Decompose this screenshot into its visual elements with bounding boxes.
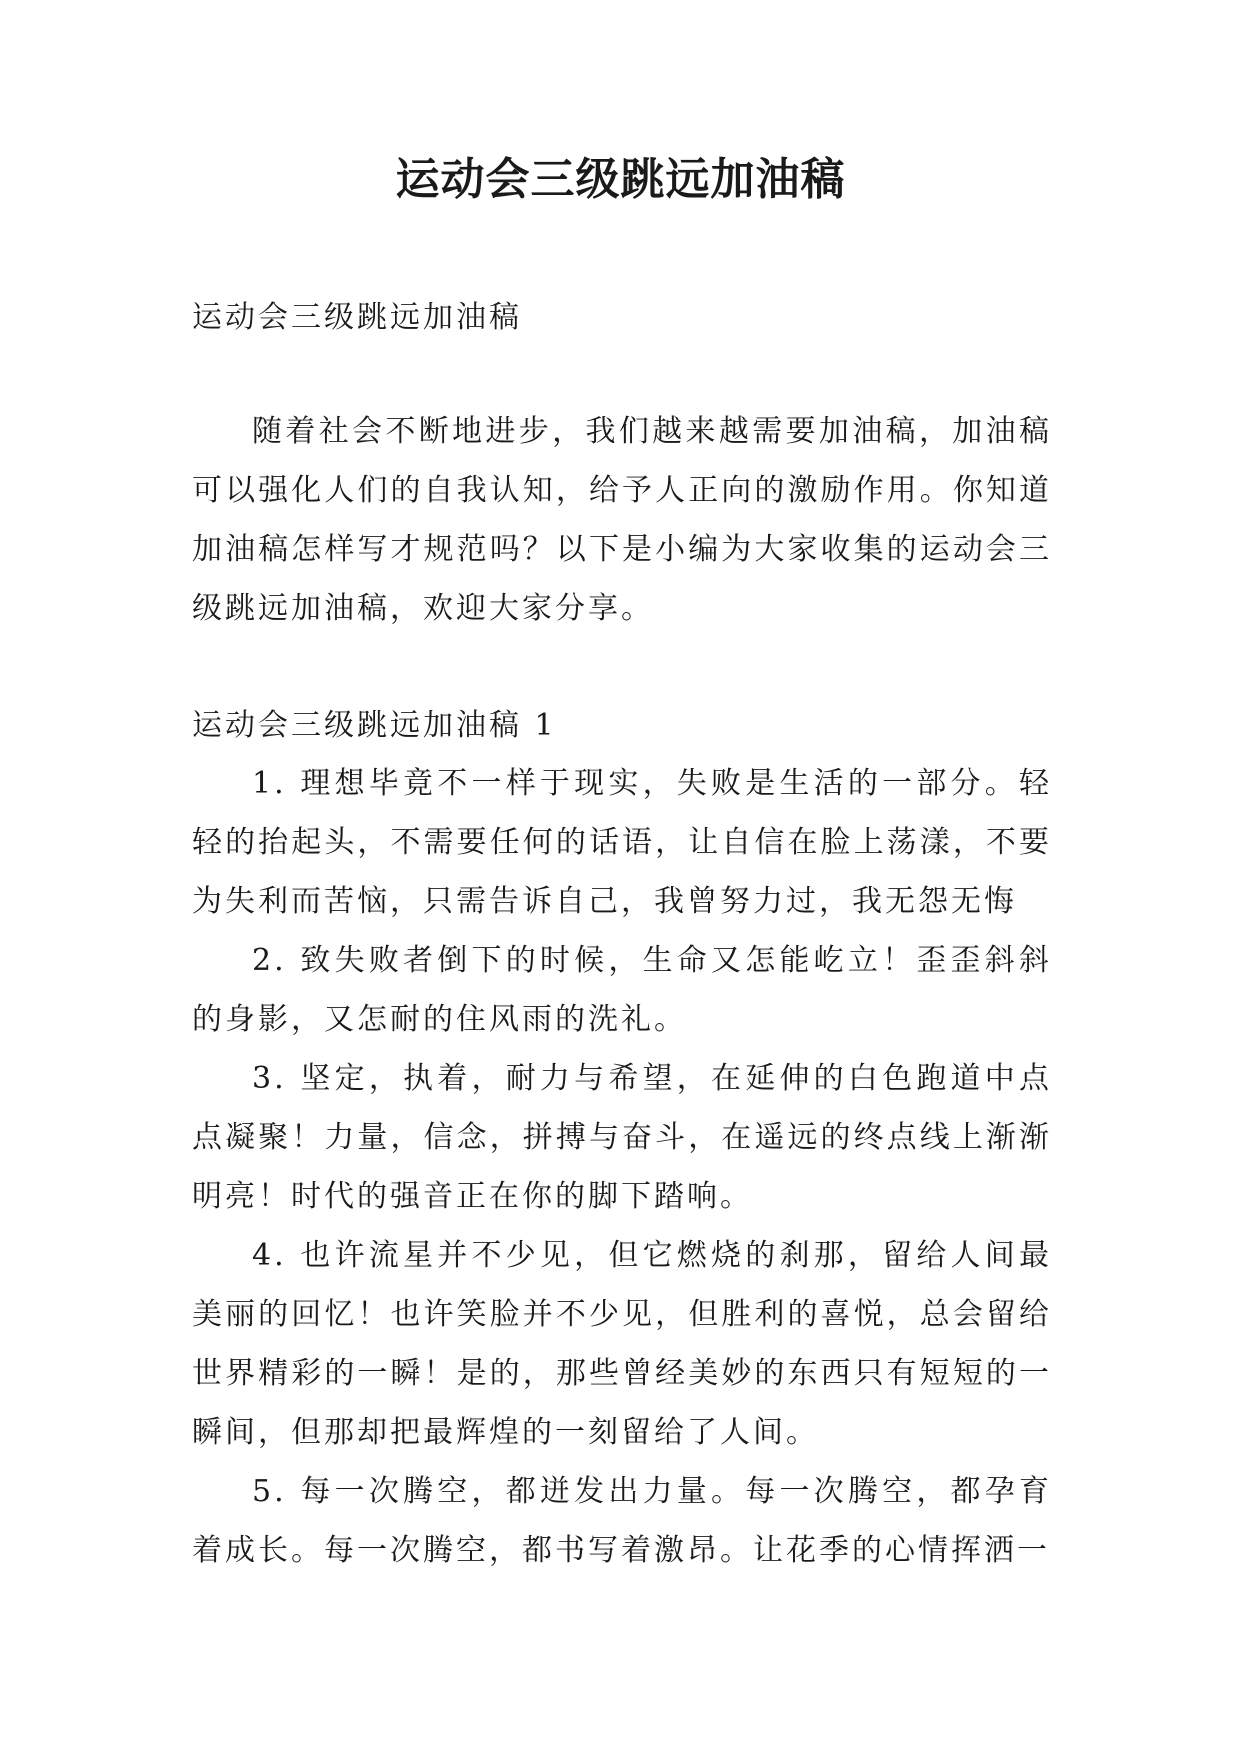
cheer-item-1: 1. 理想毕竟不一样于现实，失败是生活的一部分。轻轻的抬起头，不需要任何的话语，让自信在脸上荡漾，不要为失利而苦恼，只需告诉自己，我曾努力过，我无怨无悔: [192, 766, 1052, 919]
cheer-item-3: 3. 坚定，执着，耐力与希望，在延伸的白色跑道中点点凝聚！力量，信念，拼搏与奋斗，在遥远的终点线上渐渐明亮！时代的强音正在你的脚下踏响。: [192, 1061, 1052, 1214]
cheer-item-5: 5. 每一次腾空，都迸发出力量。每一次腾空，都孕育着成长。每一次腾空，都书写着激昂。让花季的心情挥洒一: [192, 1474, 1052, 1568]
document-title: 运动会三级跳远加油稿: [395, 154, 846, 205]
section-heading: 运动会三级跳远加油稿 1: [192, 708, 557, 743]
cheer-list: [192, 754, 1052, 1580]
document-subtitle: 运动会三级跳远加油稿: [192, 300, 522, 335]
cheer-item-2: 2. 致失败者倒下的时候，生命又怎能屹立！歪歪斜斜的身影，又怎耐的住风雨的洗礼。: [192, 943, 1052, 1037]
cheer-item-4: 4. 也许流星并不少见，但它燃烧的刹那，留给人间最美丽的回忆！也许笑脸并不少见，但胜利的喜悦，总会留给世界精彩的一瞬！是的，那些曾经美妙的东西只有短短的一瞬间，但那却把最辉煌的一刻留给了人间。: [192, 1238, 1052, 1450]
intro-paragraph: 随着社会不断地进步，我们越来越需要加油稿，加油稿可以强化人们的自我认知，给予人正向的激励作用。你知道加油稿怎样写才规范吗？以下是小编为大家收集的运动会三级跳远加油稿，欢迎大家分享。: [192, 414, 1052, 626]
